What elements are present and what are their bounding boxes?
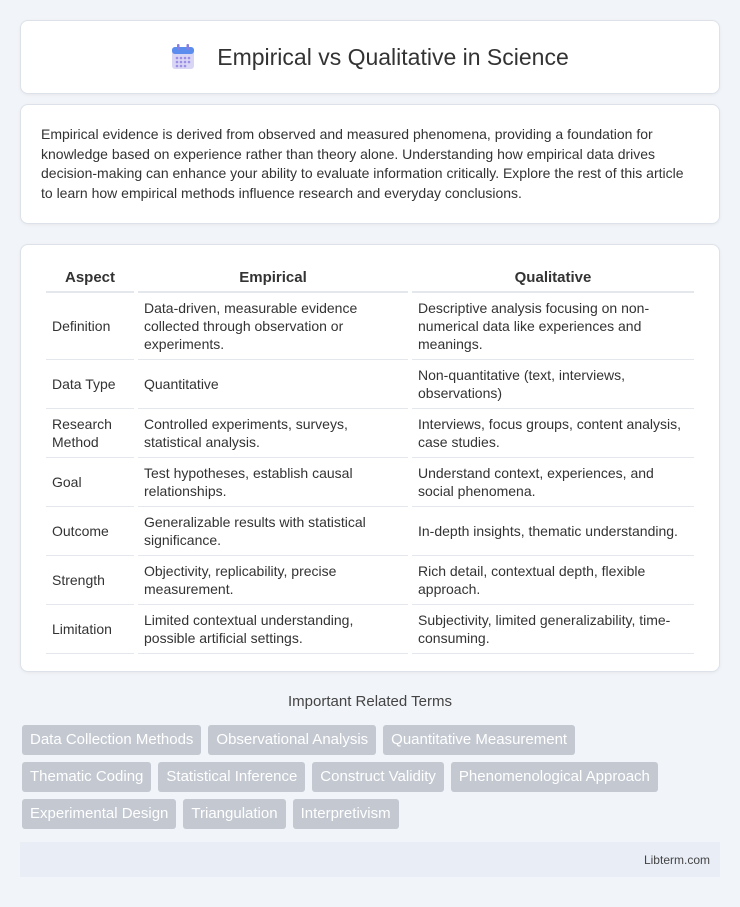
footer xyxy=(20,842,720,877)
intro-card xyxy=(20,104,720,224)
cell-empirical: Data-driven, measurable evidence collected through observation or experiments. xyxy=(138,293,408,360)
cell-qualitative: Rich detail, contextual depth, flexible approach. xyxy=(412,556,694,605)
cell-aspect: Outcome xyxy=(46,507,134,556)
tag-statistical-inference[interactable]: Statistical Inference xyxy=(158,762,305,792)
related-terms-tags xyxy=(22,725,722,836)
page-title: Empirical vs Qualitative in Science xyxy=(217,43,569,70)
tag-interpretivism[interactable]: Interpretivism xyxy=(293,799,399,829)
cell-qualitative: Understand context, experiences, and social phenomena. xyxy=(412,458,694,507)
cell-empirical: Objectivity, replicability, precise measurement. xyxy=(138,556,408,605)
cell-empirical: Controlled experiments, surveys, statistical analysis. xyxy=(138,409,408,458)
tag-construct-validity[interactable]: Construct Validity xyxy=(312,762,444,792)
cell-aspect: Limitation xyxy=(46,605,134,654)
table-header-row xyxy=(46,263,694,293)
cell-qualitative: In-depth insights, thematic understanding. xyxy=(412,507,694,556)
calendar-icon xyxy=(171,44,195,70)
cell-empirical: Generalizable results with statistical significance. xyxy=(138,507,408,556)
tag-quantitative-measurement[interactable]: Quantitative Measurement xyxy=(383,725,575,755)
table-row xyxy=(46,507,694,556)
cell-aspect: Goal xyxy=(46,458,134,507)
related-terms-title: Important Related Terms xyxy=(288,693,452,710)
cell-empirical: Quantitative xyxy=(138,360,408,409)
tag-thematic-coding[interactable]: Thematic Coding xyxy=(22,762,151,792)
comparison-table-card xyxy=(20,244,720,672)
table-row xyxy=(46,556,694,605)
tag-phenomenological-approach[interactable]: Phenomenological Approach xyxy=(451,762,658,792)
cell-aspect: Research Method xyxy=(46,409,134,458)
tag-row xyxy=(22,725,722,755)
footer-brand-link[interactable]: Libterm.com xyxy=(643,852,710,867)
cell-qualitative: Interviews, focus groups, content analysis, case studies. xyxy=(412,409,694,458)
header-qualitative: Qualitative xyxy=(412,263,694,293)
table-row xyxy=(46,293,694,360)
cell-empirical: Limited contextual understanding, possible artificial settings. xyxy=(138,605,408,654)
tag-row xyxy=(22,762,722,792)
cell-aspect: Strength xyxy=(46,556,134,605)
tag-triangulation[interactable]: Triangulation xyxy=(183,799,285,829)
table-row xyxy=(46,605,694,654)
table-row xyxy=(46,458,694,507)
tag-observational-analysis[interactable]: Observational Analysis xyxy=(208,725,376,755)
cell-empirical: Test hypotheses, establish causal relationships. xyxy=(138,458,408,507)
tag-row xyxy=(22,799,722,829)
tag-experimental-design[interactable]: Experimental Design xyxy=(22,799,176,829)
tag-data-collection-methods[interactable]: Data Collection Methods xyxy=(22,725,201,755)
header-empirical: Empirical xyxy=(138,263,408,293)
cell-qualitative: Descriptive analysis focusing on non-numerical data like experiences and meanings. xyxy=(412,293,694,360)
intro-text: Empirical evidence is derived from observed and measured phenomena, providing a foundation for knowledge based on experience rather than theory alone. Understanding how empirical data drives decision-making can enhance your ability to evaluate information critically. Explore the rest of this article to learn how empirical methods influence research and everyday conclusions. xyxy=(41,126,684,201)
comparison-table xyxy=(42,263,698,654)
header-card xyxy=(20,20,720,94)
table-row xyxy=(46,409,694,458)
cell-aspect: Definition xyxy=(46,293,134,360)
cell-qualitative: Subjectivity, limited generalizability, time-consuming. xyxy=(412,605,694,654)
cell-qualitative: Non-quantitative (text, interviews, observations) xyxy=(412,360,694,409)
cell-aspect: Data Type xyxy=(46,360,134,409)
header-aspect: Aspect xyxy=(46,263,134,293)
table-row xyxy=(46,360,694,409)
